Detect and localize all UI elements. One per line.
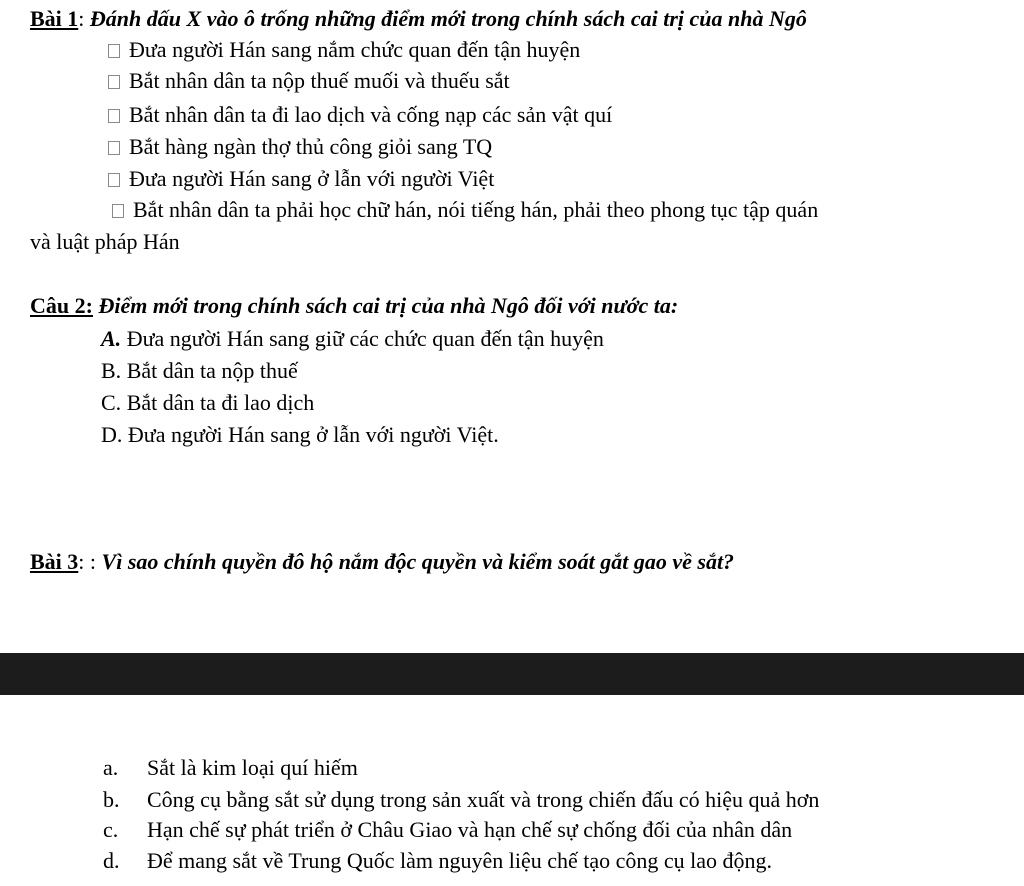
bai1-item	[108, 39, 580, 61]
option-text: Hạn chế sự phát triển ở Châu Giao và hạn chế sự chống đối của nhân dân	[147, 817, 793, 842]
bai1-item-text: Bắt nhân dân ta đi lao dịch và cống nạp các sản vật quí	[129, 102, 613, 127]
checkbox[interactable]	[108, 75, 120, 89]
bai1-item	[108, 104, 612, 126]
cau2-option-b	[101, 360, 298, 382]
bai3-option-b	[103, 789, 819, 811]
cau2-heading	[30, 295, 678, 317]
option-letter: d.	[103, 848, 120, 873]
bai1-item-text: Bắt hàng ngàn thợ thủ công giỏi sang TQ	[129, 134, 493, 159]
bai3-option-c	[103, 819, 792, 841]
bai1-label: Bài 1	[30, 6, 79, 31]
cau2-title: Điểm mới trong chính sách cai trị của nhà Ngô đối với nước ta:	[98, 293, 679, 318]
option-text: Đưa người Hán sang giữ các chức quan đến tận huyện	[126, 326, 604, 351]
bai1-item-text: Bắt nhân dân ta nộp thuế muối và thuếu sắt	[129, 68, 510, 93]
option-letter: a.	[103, 755, 119, 780]
option-letter: c.	[103, 817, 119, 842]
option-letter: A.	[101, 326, 122, 351]
cau2-option-d	[101, 424, 499, 446]
bai1-item	[112, 199, 818, 221]
bai1-title: Đánh dấu X vào ô trống những điểm mới trong chính sách cai trị của nhà Ngô	[89, 6, 807, 31]
cau2-option-a	[101, 328, 604, 350]
option-letter: B.	[101, 358, 122, 383]
bai3-option-a	[103, 757, 358, 779]
bai3-label: Bài 3	[30, 549, 79, 574]
bai1-item-text: Bắt nhân dân ta phải học chữ hán, nói tiếng hán, phải theo phong tục tập quán	[133, 197, 819, 222]
bai1-item	[108, 70, 510, 92]
checkbox[interactable]	[108, 44, 120, 58]
bai1-item-text: Đưa người Hán sang nắm chức quan đến tận huyện	[129, 37, 581, 62]
option-text: Đưa người Hán sang ở lẫn với người Việt.	[127, 422, 499, 447]
redaction-band	[0, 653, 1024, 695]
option-text: Để mang sắt về Trung Quốc làm nguyên liệu chế tạo công cụ lao động.	[147, 848, 773, 873]
checkbox[interactable]	[112, 204, 124, 218]
bai1-item	[108, 168, 494, 190]
bai3-option-d	[103, 850, 772, 872]
option-letter: C.	[101, 390, 122, 415]
option-letter: b.	[103, 787, 120, 812]
option-text: Bắt dân ta nộp thuế	[126, 358, 298, 383]
option-text: Công cụ bằng sắt sử dụng trong sản xuất và trong chiến đấu có hiệu quả hơn	[147, 787, 820, 812]
option-text: Sắt là kim loại quí hiếm	[147, 755, 358, 780]
cau2-option-c	[101, 392, 314, 414]
option-text: Bắt dân ta đi lao dịch	[126, 390, 315, 415]
checkbox[interactable]	[108, 173, 120, 187]
bai1-separator: :	[78, 6, 90, 31]
checkbox[interactable]	[108, 141, 120, 155]
bai1-continuation: và luật pháp Hán	[30, 229, 180, 254]
option-letter: D.	[101, 422, 123, 447]
bai3-heading	[30, 551, 734, 573]
bai1-item-text: Đưa người Hán sang ở lẫn với người Việt	[129, 166, 495, 191]
bai3-title: Vì sao chính quyền đô hộ nắm độc quyền và kiểm soát gắt gao về sắt?	[101, 549, 735, 574]
bai3-separator: : :	[78, 549, 102, 574]
checkbox[interactable]	[108, 109, 120, 123]
cau2-label: Câu 2:	[30, 293, 93, 318]
bai1-item	[108, 136, 492, 158]
bai1-heading	[30, 8, 807, 30]
